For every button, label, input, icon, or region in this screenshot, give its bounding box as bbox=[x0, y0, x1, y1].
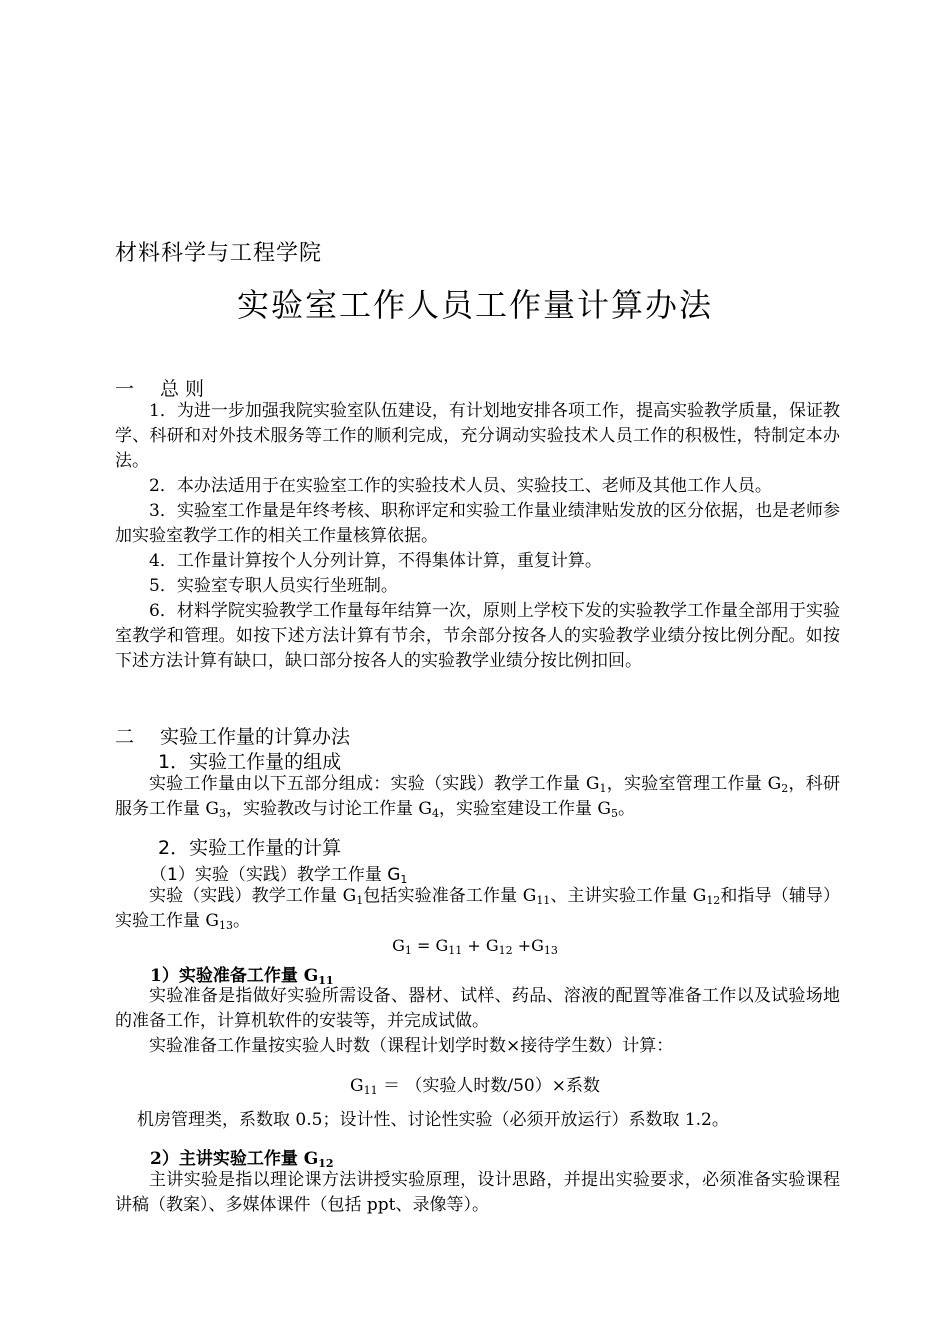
lecture-para: 主讲实验是指以理论课方法讲授实验原理，设计思路，并提出实验要求，必须准备实验课程讲稿（教案）、多媒体课件（包括 ppt、录像等）。 bbox=[115, 1170, 840, 1215]
section1-para4: 4．工作量计算按个人分列计算，不得集体计算，重复计算。 bbox=[149, 551, 602, 571]
subsection2-heading: 2．实验工作量的计算 bbox=[158, 837, 342, 859]
section2-title: 实验工作量的计算办法 bbox=[160, 726, 351, 748]
section1-para3: 3．实验室工作量是年终考核、职称评定和实验工作量业绩津贴发放的区分依据，也是老师参加实验室教学工作的相关工作量核算依据。 bbox=[115, 501, 840, 546]
section2-heading bbox=[115, 722, 350, 749]
subsection1-para: 实验工作量由以下五部分组成：实验（实践）教学工作量 $G_1$，实验室管理工作量 $G_2$，科研服务工作量 $G_3$，实验教改与讨论工作量 $G_4$，实验室建设工作量 $G_5$。 bbox=[115, 774, 841, 820]
section1-para2: 2．本办法适用于在实验室工作的实验技术人员、实验技工、老师及其他工作人员。 bbox=[149, 476, 772, 496]
item1-para: 实验（实践）教学工作量 $G_1$包括实验准备工作量 $G_{11}$、主讲实验工作量 $G_{12}$和指导（辅导）实验工作量 $G_{13}$。 bbox=[115, 886, 841, 932]
formula-g1: $G_1 = G_{11} + G_{12} +G_{13}$ bbox=[392, 936, 558, 957]
prep-para2: 实验准备工作量按实验人时数（课程计划学时数×接待学生数）计算： bbox=[149, 1036, 674, 1056]
department-name: 材料科学与工程学院 bbox=[115, 241, 323, 266]
section1-title: 总 则 bbox=[160, 378, 205, 400]
lecture-heading: 2）主讲实验工作量 $G_{12}$ bbox=[150, 1149, 334, 1170]
coefficient-note: 机房管理类，系数取 0.5；设计性、讨论性实验（必须开放运行）系数取 1.2。 bbox=[137, 1110, 729, 1130]
item1-heading: （1）实验（实践）教学工作量 $G_1$ bbox=[150, 865, 408, 886]
prep-para1: 实验准备是指做好实验所需设备、器材、试样、药品、溶液的配置等准备工作以及试验场地的准备工作，计算机软件的安装等，并完成试做。 bbox=[115, 986, 840, 1031]
section1-para5: 5．实验室专职人员实行坐班制。 bbox=[149, 576, 398, 596]
section1-para1: 1．为进一步加强我院实验室队伍建设，有计划地安排各项工作，提高实验教学质量，保证教学、科研和对外技术服务等工作的顺利完成，充分调动实验技术人员工作的积极性，特制定本办法。 bbox=[115, 401, 840, 471]
subsection1-heading: 1．实验工作量的组成 bbox=[158, 751, 342, 773]
section1-number: 一 bbox=[115, 378, 135, 400]
section1-heading bbox=[115, 374, 204, 401]
section2-number: 二 bbox=[115, 726, 135, 748]
formula-g11: $G_{11}$ ＝ （实验人时数/50）×系数 bbox=[349, 1076, 600, 1097]
section1-para6: 6．材料学院实验教学工作量每年结算一次，原则上学校下发的实验教学工作量全部用于实验室教学和管理。如按下述方法计算有节余，节余部分按各人的实验教学业绩分按比例分配。如按下述方法计算有缺口，缺口部分按各人的实验教学业绩分按比例扣回。 bbox=[115, 601, 840, 671]
prep-heading: 1）实验准备工作量 $G_{11}$ bbox=[150, 966, 334, 987]
document-title: 实验室工作人员工作量计算办法 bbox=[236, 286, 713, 324]
